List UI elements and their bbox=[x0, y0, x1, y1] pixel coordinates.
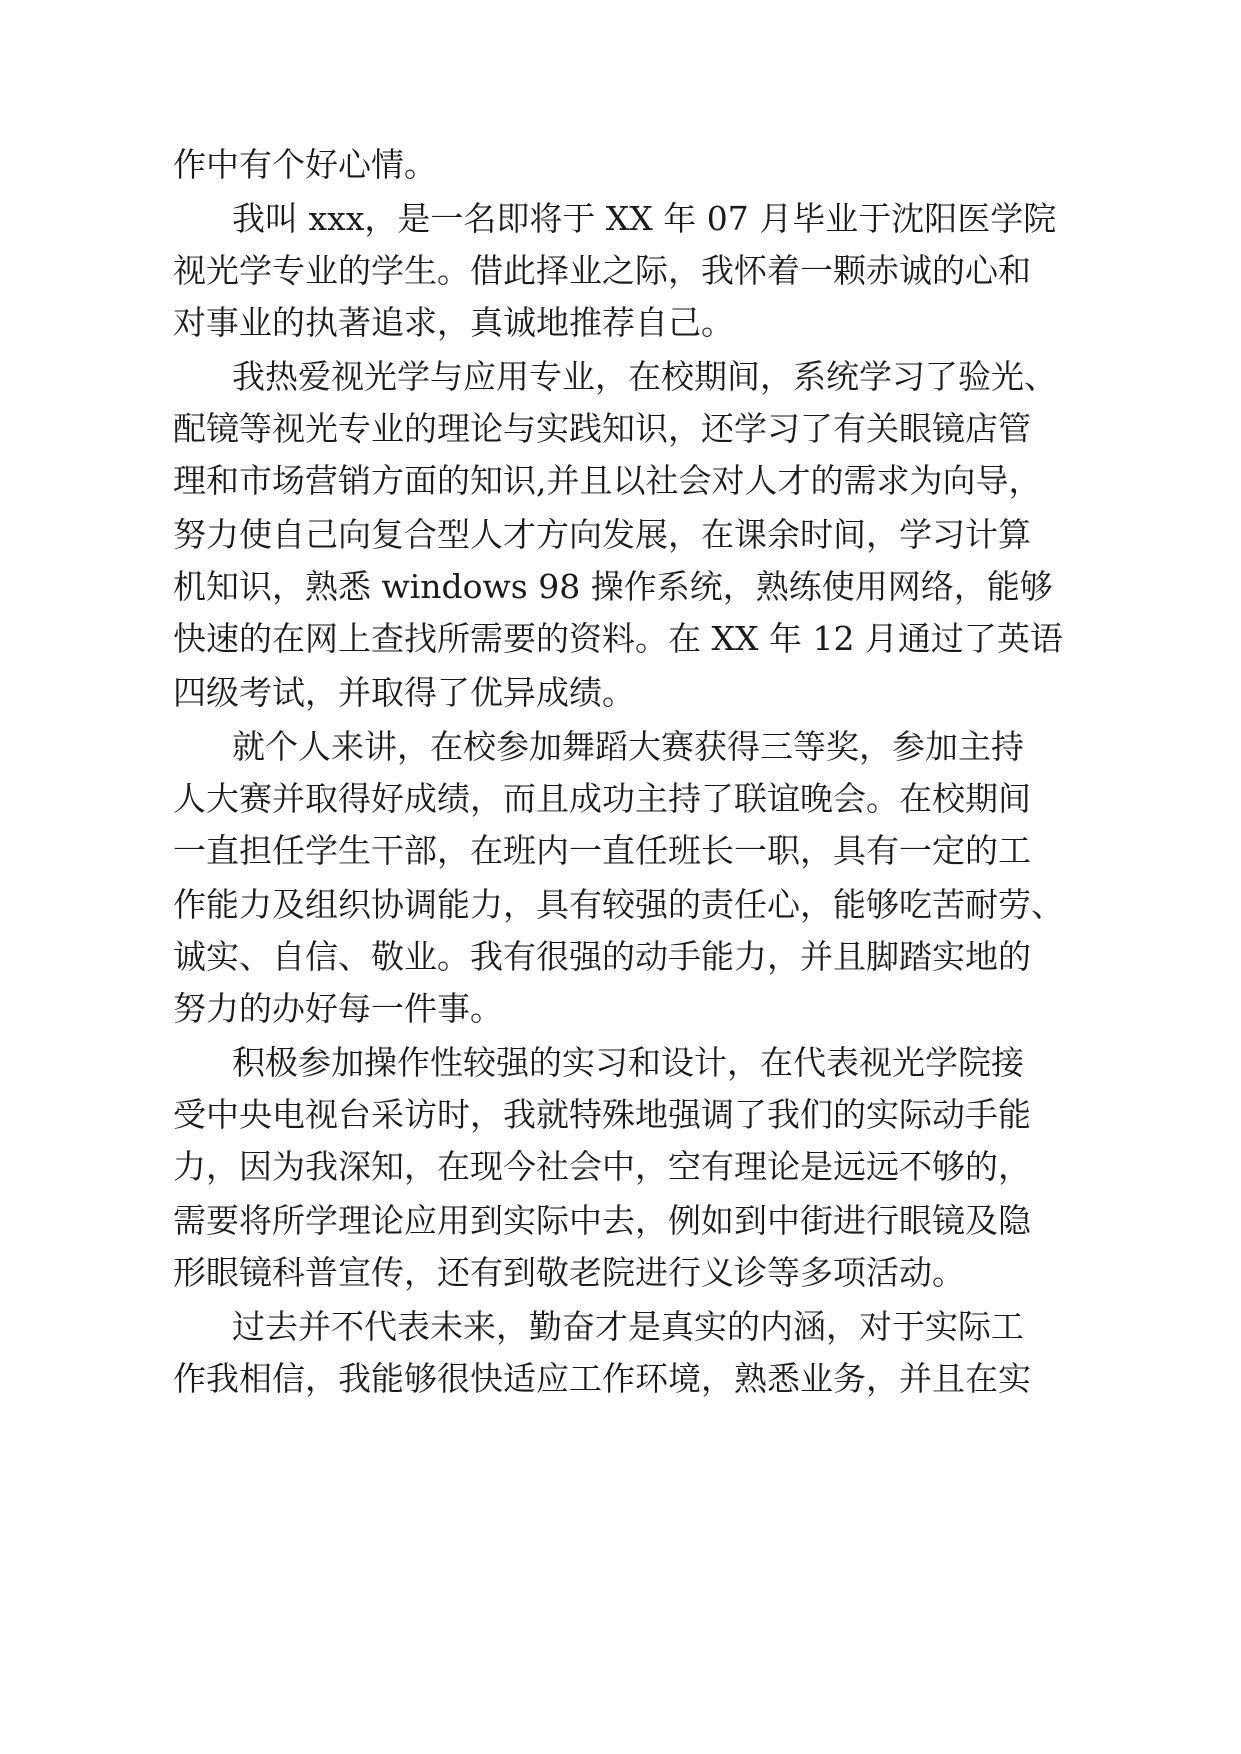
text-line bbox=[0, 1351, 1241, 1407]
text-line bbox=[0, 401, 1241, 457]
text-line bbox=[0, 243, 1241, 299]
text-line-content: 快速的在网上查找所需要的资料。在 XX 年 12 月通过了英语 bbox=[173, 619, 1063, 658]
text-line bbox=[0, 771, 1241, 827]
text-line-content: 作我相信，我能够很快适应工作环境，熟悉业务，并且在实 bbox=[173, 1359, 1031, 1398]
text-line bbox=[0, 981, 1241, 1037]
text-line-content: 过去并不代表未来，勤奋才是真实的内涵，对于实际工 bbox=[232, 1307, 1024, 1346]
text-line bbox=[0, 1139, 1241, 1195]
text-line bbox=[0, 665, 1241, 721]
text-line-content: 努力的办好每一件事。 bbox=[173, 989, 503, 1028]
text-line bbox=[0, 1087, 1241, 1143]
text-line-content: 努力使自己向复合型人才方向发展，在课余时间，学习计算 bbox=[173, 515, 1031, 554]
text-line-content: 力，因为我深知，在现今社会中，空有理论是远远不够的， bbox=[173, 1147, 1031, 1186]
paragraph-first-line bbox=[0, 1299, 1241, 1355]
text-line bbox=[0, 295, 1241, 351]
paragraph-first-line bbox=[0, 1035, 1241, 1091]
text-line bbox=[0, 1193, 1241, 1249]
text-line-content: 对事业的执著追求，真诚地推荐自己。 bbox=[173, 303, 734, 342]
text-line bbox=[0, 611, 1241, 667]
text-line-content: 配镜等视光专业的理论与实践知识，还学习了有关眼镜店管 bbox=[173, 409, 1031, 448]
text-line-content: 作能力及组织协调能力，具有较强的责任心，能够吃苦耐劳、 bbox=[173, 885, 1064, 924]
text-line bbox=[0, 137, 1241, 193]
text-line-content: 一直担任学生干部，在班内一直任班长一职，具有一定的工 bbox=[173, 831, 1031, 870]
text-line-content: 人大赛并取得好成绩，而且成功主持了联谊晚会。在校期间 bbox=[173, 779, 1031, 818]
text-line bbox=[0, 877, 1241, 933]
text-line-content: 我叫 xxx，是一名即将于 XX 年 07 月毕业于沈阳医学院 bbox=[232, 199, 1057, 238]
text-line-content: 作中有个好心情。 bbox=[173, 145, 437, 184]
paragraph-first-line bbox=[0, 719, 1241, 775]
text-line-content: 需要将所学理论应用到实际中去，例如到中街进行眼镜及隐 bbox=[173, 1201, 1031, 1240]
text-line bbox=[0, 559, 1241, 615]
text-line-content: 机知识，熟悉 windows 98 操作系统，熟练使用网络，能够 bbox=[173, 567, 1053, 606]
text-line-content: 我热爱视光学与应用专业，在校期间，系统学习了验光、 bbox=[232, 357, 1057, 396]
paragraph-first-line bbox=[0, 191, 1241, 247]
text-line bbox=[0, 823, 1241, 879]
text-line bbox=[0, 453, 1241, 509]
text-line-content: 四级考试，并取得了优异成绩。 bbox=[173, 673, 635, 712]
text-line-content: 形眼镜科普宣传，还有到敬老院进行义诊等多项活动。 bbox=[173, 1253, 965, 1292]
text-line bbox=[0, 1245, 1241, 1301]
paragraph-first-line bbox=[0, 349, 1241, 405]
text-line-content: 理和市场营销方面的知识,并且以社会对人才的需求为向导， bbox=[173, 461, 1042, 500]
text-line-content: 受中央电视台采访时，我就特殊地强调了我们的实际动手能 bbox=[173, 1095, 1031, 1134]
text-line-content: 诚实、自信、敬业。我有很强的动手能力，并且脚踏实地的 bbox=[173, 937, 1031, 976]
text-line bbox=[0, 929, 1241, 985]
text-line-content: 积极参加操作性较强的实习和设计，在代表视光学院接 bbox=[232, 1043, 1024, 1082]
text-line bbox=[0, 507, 1241, 563]
text-line-content: 就个人来讲，在校参加舞蹈大赛获得三等奖，参加主持 bbox=[232, 727, 1024, 766]
text-line-content: 视光学专业的学生。借此择业之际，我怀着一颗赤诚的心和 bbox=[173, 251, 1031, 290]
